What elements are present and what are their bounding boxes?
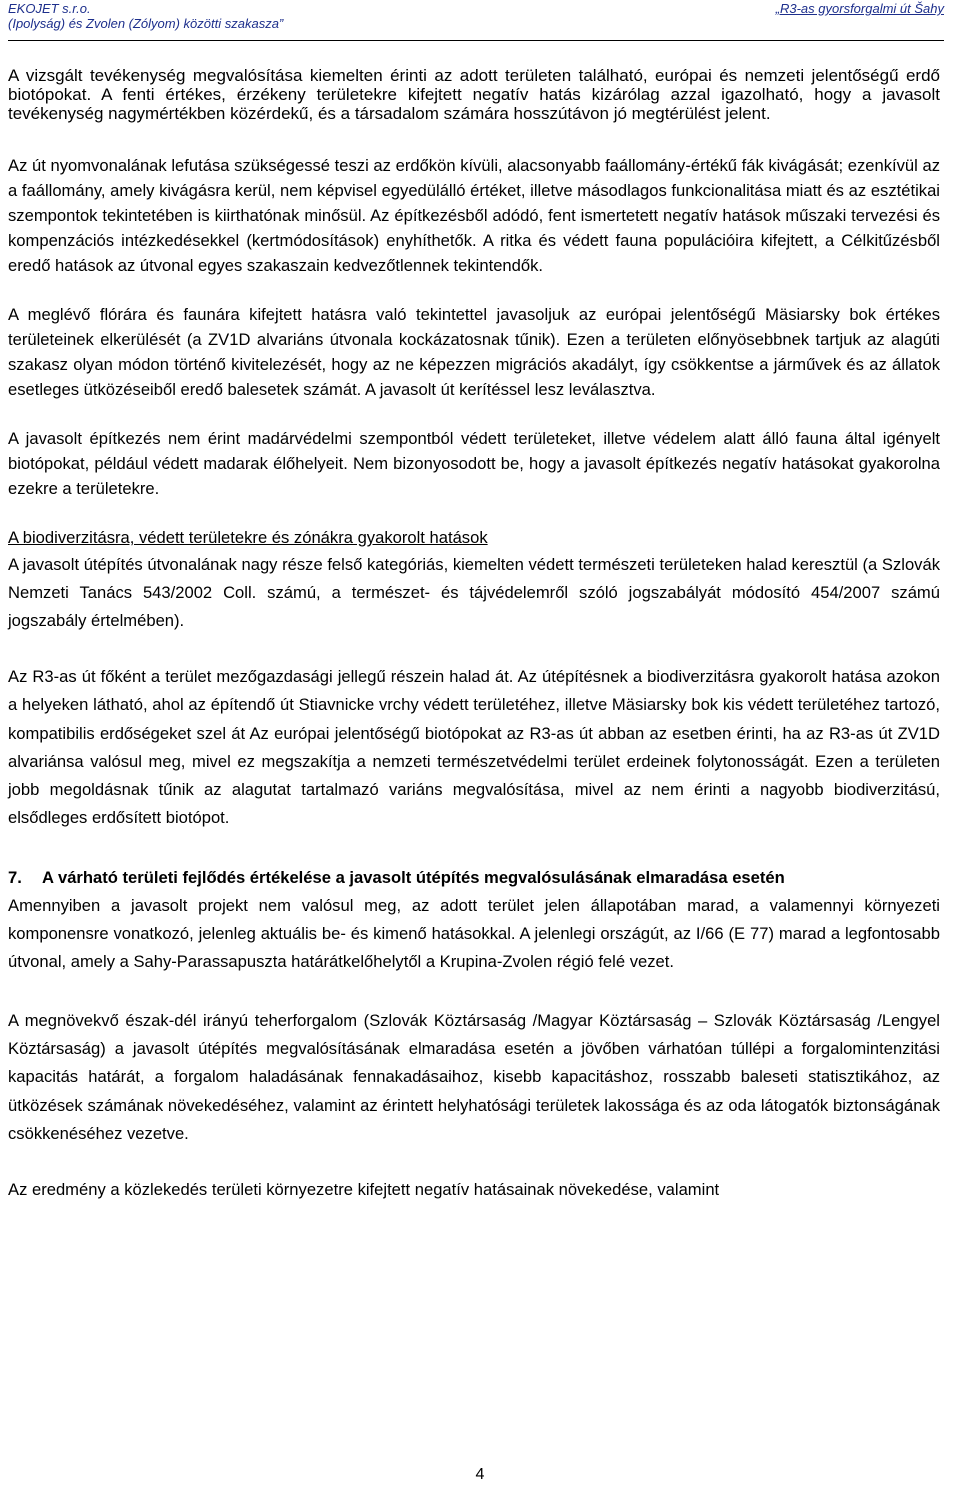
paragraph: A vizsgált tevékenység megvalósítása kiemelten érinti az adott területen található, európai és nemzeti jelentőségű erdő biotópokat. A fenti értékes, érzékeny területekre kifejtett negatív hatás kizárólag azzal igazolható, hogy a javasolt tevékenység nagymértékben közérdekű, és a társadalom számára hosszútávon jó megtérülést jelent. xyxy=(8,66,940,123)
paragraph: Az eredmény a közlekedés területi környezetre kifejtett negatív hatásainak növekedése, valamint xyxy=(8,1180,720,1200)
paragraph: A javasolt építkezés nem érint madárvédelmi szempontból védett területeket, illetve védelem alatt álló fauna által igényelt biotópokat, például védett madarak élőhelyeit. Nem bizonyosodott be, hogy a javasolt építkezés negatív hatásokat gyakorolna ezekre a területekre. xyxy=(8,429,940,498)
page-header xyxy=(8,0,944,41)
project-title: „R3-as gyorsforgalmi út Šahy xyxy=(775,1,944,16)
paragraph: Amennyiben a javasolt projekt nem valósul meg, az adott terület jelen állapotában marad, a valamennyi környezeti komponensre vonatkozó, jelenleg aktuális be- és kimenő hatásokkal. A jelenlegi országút, az I/66 (E 77) marad a legfontosabb útvonal, amely a Sahy-Parassapuszta határátkelőhelytől a Krupina-Zvolen régió felé vezet. xyxy=(8,895,940,972)
page-content xyxy=(8,66,940,1202)
section-title: A várható területi fejlődés értékelése a javasolt útépítés megvalósulásának elmaradása esetén xyxy=(42,867,785,887)
header-left xyxy=(8,1,283,31)
section-heading: A biodiverzitásra, védett területekre és zónákra gyakorolt hatások xyxy=(8,528,488,547)
paragraph: A megnövekvő észak-dél irányú teherforgalom (Szlovák Köztársaság /Magyar Köztársaság – Szlovák Köztársaság /Lengyel Köztársaság) a javasolt útépítés megvalósításának elmaradása esetén a jövőben várhatóan túllépi a forgalomintenzitási kapacitás határát, a forgalom haladásának fennakadásaihoz, kisebb kapacitáshoz, rosszabb baleseti statisztikához, az ütközések számának növekedéséhez, valamint az érintett helyhatósági területek lakossága és az oda látogatók biztonságának csökkenéséhez vezetve. xyxy=(8,1010,940,1143)
paragraph: A meglévő flórára és faunára kifejtett hatásra való tekintettel javasoljuk az európai jelentőségű Mäsiarsky bok értékes területeinek elkerülését (a ZV1D alvariáns útvonala kockázatosnak tűnik). Ezen a területen előnyösebbnek tartjuk az alagúti szakasz olyan módon történő kivitelezését, hogy az ne képezzen migrációs akadályt, így csökkentse a járművek és az állatok esetleges ütközéseiből eredő balesetek számát. A javasolt út kerítéssel lesz leválasztva. xyxy=(8,305,940,399)
project-segment: (Ipolyság) és Zvolen (Zólyom) közötti szakasza” xyxy=(8,16,284,31)
section-number: 7. xyxy=(8,867,22,887)
company-name: EKOJET s.r.o. xyxy=(8,1,91,16)
paragraph: A javasolt útépítés útvonalának nagy része felső kategóriás, kiemelten védett természeti területeken halad keresztül (a Szlovák Nemzeti Tanács 543/2002 Coll. számú, a természet- és tájvédelemről szóló jogszabályát módosító 454/2007 számú jogszabály értelmében). xyxy=(8,555,940,630)
paragraph: Az út nyomvonalának lefutása szükségessé teszi az erdőkön kívüli, alacsonyabb faállomány-értékű fák kivágását; ezenkívül az a faállomány, amely kivágásra kerül, nem képvisel egyedülálló értéket, illetve másodlagos funkcionalitása miatt és az esztétikai szempontok tekintetében is kiirthatónak minősül. Az építkezésből adódó, fent ismertetett negatív hatások műszaki tervezési és kompenzációs intézkedésekkel (kertmódosítások) enyhíthetők. A ritka és védett fauna populációira kifejtett, a Célkitűzésből eredő hatások az útvonal egyes szakaszain kedvezőtlennek tekintendők. xyxy=(8,156,940,275)
section-7-heading xyxy=(8,863,940,892)
page-number: 4 xyxy=(475,1466,485,1483)
paragraph: Az R3-as út főként a terület mezőgazdasági jellegű részein halad át. Az útépítésnek a biodiverzitásra gyakorolt hatása azokon a helyeken látható, ahol az építendő út Stiavnicke vrchy védett területéhez, illetve Mäsiarsky bok kis védett területéhez tartozó, kompatibilis erdőségeket szel át Az európai jelentőségű biotópokat az R3-as út abban az esetben érinti, ha az R3-as út ZV1D alvariánsa valósul meg, mivel ez megszakítja a nemzeti természetvédelmi terület erdeinek folytonosságát. Ezen a területen jobb megoldásnak tűnik az alagutat tartalmazó variáns megvalósítása, mivel az nem érinti a nagyobb biodiverzitású, elsődleges erdősített biotópot. xyxy=(8,667,940,828)
